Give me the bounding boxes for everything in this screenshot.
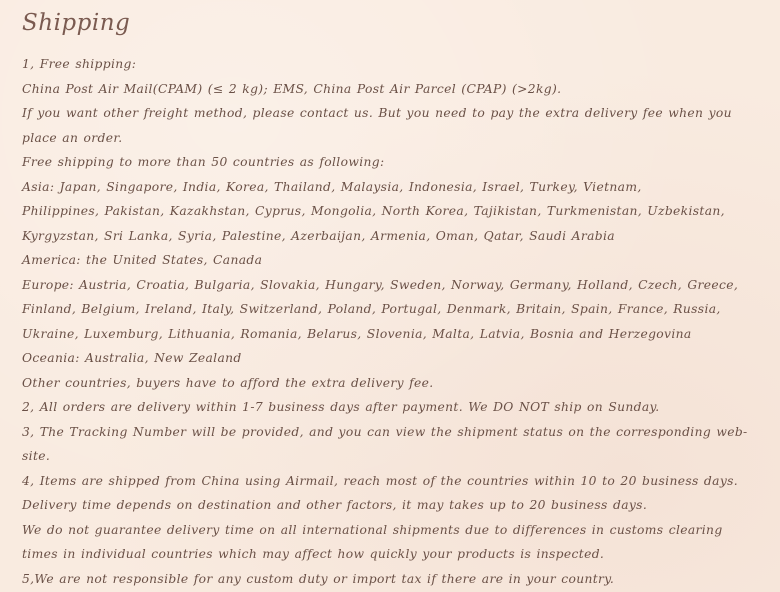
policy-line-europe-cont-2: Ukraine, Luxemburg, Lithuania, Romania, Belarus, Slovenia, Malta, Latvia, Bosnia and Herzegovina	[22, 326, 692, 341]
policy-line-other-method: If you want other freight method, please contact us. But you need to pay the extra delivery fee when you	[22, 106, 732, 120]
policy-line-customs-duty: 5,We are not responsible for any custom duty or import tax if there are in your country.	[22, 571, 615, 586]
policy-line-free-shipping-heading: 1, Free shipping:	[22, 57, 137, 71]
policy-line-asia-cont-1: Philippines, Pakistan, Kazakhstan, Cyprus, Mongolia, North Korea, Tajikistan, Turkmenistan, Uzbekistan,	[22, 204, 725, 218]
policy-line-airmail: 4, Items are shipped from China using Airmail, reach most of the countries within 10 to 20 business days.	[22, 473, 739, 488]
policy-line-no-guarantee-cont: times in individual countries which may affect how quickly your products is inspected.	[22, 547, 605, 561]
policy-line-delivery-time: Delivery time depends on destination and other factors, it may takes up to 20 business days.	[22, 498, 648, 512]
shipping-policy-text	[22, 52, 766, 591]
policy-line-asia: Asia: Japan, Singapore, India, Korea, Thailand, Malaysia, Indonesia, Israel, Turkey, Vietnam,	[22, 179, 642, 194]
policy-line-tracking-cont: site.	[22, 449, 51, 463]
policy-line-other-countries: Other countries, buyers have to afford the extra delivery fee.	[22, 375, 434, 390]
policy-line-no-guarantee: We do not guarantee delivery time on all international shipments due to differences in customs clearing	[22, 522, 723, 537]
policy-line-delivery-window: 2, All orders are delivery within 1-7 business days after payment. We DO NOT ship on Sunday.	[22, 400, 660, 414]
policy-line-europe-cont-1: Finland, Belgium, Ireland, Italy, Switzerland, Poland, Portugal, Denmark, Britain, Spain, France, Russia,	[22, 302, 721, 316]
policy-line-tracking: 3, The Tracking Number will be provided, and you can view the shipment status on the corresponding web-	[22, 424, 748, 439]
policy-line-countries-intro: Free shipping to more than 50 countries as following:	[22, 155, 385, 169]
policy-line-america: America: the United States, Canada	[22, 253, 263, 267]
policy-line-asia-cont-2: Kyrgyzstan, Sri Lanka, Syria, Palestine, Azerbaijan, Armenia, Oman, Qatar, Saudi Arabia	[22, 228, 615, 243]
policy-line-europe: Europe: Austria, Croatia, Bulgaria, Slovakia, Hungary, Sweden, Norway, Germany, Holland, Czech, Greece,	[22, 277, 739, 292]
policy-line-other-method-cont: place an order.	[22, 130, 123, 145]
policy-line-carriers: China Post Air Mail(CPAM) (≤ 2 kg); EMS, China Post Air Parcel (CPAP) (>2kg).	[22, 81, 562, 96]
page-title: Shipping	[22, 10, 131, 36]
policy-line-oceania: Oceania: Australia, New Zealand	[22, 351, 242, 365]
